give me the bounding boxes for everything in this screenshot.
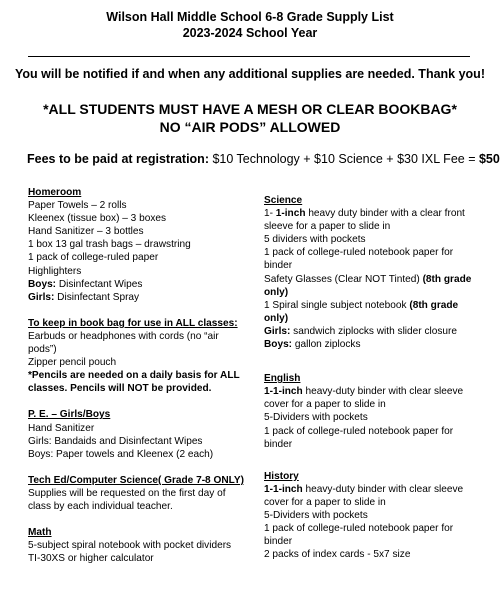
binder-size: 1-1-inch xyxy=(264,483,303,495)
tech-section xyxy=(28,474,250,513)
list-item xyxy=(264,483,482,509)
list-item: 5-Dividers with pockets xyxy=(264,412,368,424)
boys-label: Boys: xyxy=(264,339,293,351)
list-item: Paper Towels – 2 rolls xyxy=(28,200,127,212)
list-item xyxy=(264,207,482,233)
list-item: Zipper pencil pouch xyxy=(28,357,117,369)
list-item xyxy=(264,385,482,411)
notice-text: You will be notified if and when any additional supplies are needed. Thank you! xyxy=(15,67,485,81)
english-section xyxy=(264,372,482,451)
item-rest: heavy-duty binder with clear sleeve cover for a paper to slide in xyxy=(264,483,464,508)
list-item: 1 pack of college-ruled notebook paper for binder xyxy=(264,247,454,272)
list-item xyxy=(264,325,482,338)
mandate-line-2: NO “AIR PODS” ALLOWED xyxy=(159,119,341,135)
science-section xyxy=(264,194,482,351)
list-item xyxy=(264,338,482,351)
registration-fees xyxy=(27,152,500,166)
item-prefix: 1- xyxy=(264,208,276,220)
bookbag-mandate xyxy=(0,100,500,136)
list-item: 2 packs of index cards - 5x7 size xyxy=(264,549,411,561)
history-section xyxy=(264,470,482,562)
list-item: Kleenex (tissue box) – 3 boxes xyxy=(28,213,167,225)
grade-note: (8th grade only) xyxy=(264,299,459,324)
english-title: English xyxy=(264,373,301,385)
binder-size: 1-1-inch xyxy=(264,386,303,398)
list-item xyxy=(264,273,482,299)
list-item: Boys: Paper towels and Kleenex (2 each) xyxy=(28,448,214,460)
list-item: 1 pack of college-ruled notebook paper for binder xyxy=(264,425,454,450)
girls-label: Girls: xyxy=(28,291,55,303)
list-item: Hand Sanitizer – 3 bottles xyxy=(28,226,144,238)
item-text: Safety Glasses (Clear NOT Tinted) xyxy=(264,273,423,285)
list-item: Girls: Bandaids and Disinfectant Wipes xyxy=(28,435,203,447)
list-item xyxy=(264,299,482,325)
homeroom-title: Homeroom xyxy=(28,187,82,198)
document-header xyxy=(0,9,500,41)
left-column xyxy=(28,186,250,578)
boys-text: gallon ziplocks xyxy=(292,339,361,351)
list-item: 1 pack of college-ruled paper xyxy=(28,252,159,264)
list-item xyxy=(28,291,250,304)
header-divider xyxy=(28,56,470,57)
boys-text: Disinfectant Wipes xyxy=(56,278,143,290)
bookbag-section xyxy=(28,317,250,396)
list-item: 5-subject spiral notebook with pocket dividers xyxy=(28,540,232,552)
girls-text: Disinfectant Spray xyxy=(54,291,140,303)
item-text: 1 Spiral single subject notebook xyxy=(264,299,410,311)
fees-detail: $10 Technology + $10 Science + $30 IXL Fee = xyxy=(212,152,479,166)
homeroom-section xyxy=(28,186,250,304)
mandate-line-1: *ALL STUDENTS MUST HAVE A MESH OR CLEAR BOOKBAG* xyxy=(43,101,457,117)
history-title: History xyxy=(264,470,299,482)
math-section xyxy=(28,526,250,565)
list-item: 1 box 13 gal trash bags – drawstring xyxy=(28,239,191,251)
math-title: Math xyxy=(28,527,52,539)
boys-label: Boys: xyxy=(28,278,57,290)
list-item: TI-30XS or higher calculator xyxy=(28,553,154,565)
pencil-note: *Pencils are needed on a daily basis for ALL classes. Pencils will NOT be provided. xyxy=(28,370,240,395)
girls-label: Girls: xyxy=(264,325,291,337)
school-year: 2023-2024 School Year xyxy=(182,26,318,40)
item-rest: heavy-duty binder with clear sleeve cover for a paper to slide in xyxy=(264,386,464,411)
bookbag-title: To keep in book bag for use in ALL classes: xyxy=(28,317,238,329)
list-item: 5-Dividers with pockets xyxy=(264,509,368,521)
fees-label: Fees to be paid at registration: xyxy=(27,152,213,166)
science-title: Science xyxy=(264,195,303,206)
item-rest: heavy duty binder with a clear front sleeve for a paper to slide in xyxy=(264,208,465,233)
school-title: Wilson Hall Middle School 6-8 Grade Supply List xyxy=(106,10,394,24)
right-column xyxy=(264,194,482,574)
list-item: 1 pack of college-ruled notebook paper for binder xyxy=(264,523,454,548)
girls-text: sandwich ziplocks with slider closure xyxy=(290,325,457,337)
list-item: 5 dividers with pockets xyxy=(264,234,366,246)
tech-title: Tech Ed/Computer Science( Grade 7-8 ONLY) xyxy=(28,474,244,486)
binder-size: 1-inch xyxy=(275,208,306,220)
list-item xyxy=(28,278,250,291)
grade-note: (8th grade only) xyxy=(264,273,472,298)
list-item: Earbuds or headphones with cords (no “air pods”) xyxy=(28,330,219,356)
list-item: Highlighters xyxy=(28,265,82,277)
pe-section xyxy=(28,408,250,460)
tech-text: Supplies will be requested on the first day of class by each individual teacher. xyxy=(28,487,226,512)
list-item: Hand Sanitizer xyxy=(28,422,95,434)
pe-title: P. E. – Girls/Boys xyxy=(28,409,111,421)
fees-total: $50 xyxy=(478,152,500,166)
